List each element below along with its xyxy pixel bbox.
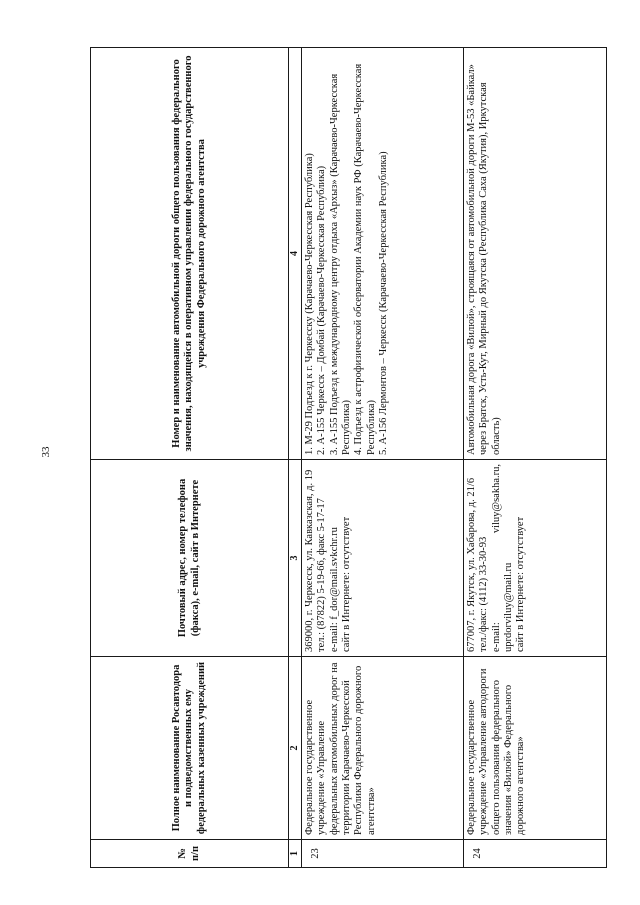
address-line: 677007, г. Якутск, ул. Хабарова, д. 21/6 — [465, 477, 477, 652]
road-item: 2. А-155 Черкесск – Домбай (Карачаево-Черкесская Республика) — [316, 165, 328, 455]
email-line — [491, 464, 503, 652]
rotated-table-container — [90, 48, 605, 868]
column-number: 4 — [289, 48, 302, 460]
road-agencies-table — [90, 47, 607, 868]
row-number: 24 — [463, 840, 606, 868]
email-line: e-mail: f_dor@mail.svkchr.ru — [328, 527, 340, 652]
agency-contacts — [301, 460, 463, 657]
agency-contacts — [463, 460, 606, 657]
road-item: 3. А-155 Подъезд к международному центру отдыха «Архыз» (Карачаево-Черкесская Республика) — [328, 73, 352, 455]
phone-line: тел./факс: (4112) 33-30-93 — [478, 536, 490, 652]
page-number: 33 — [40, 446, 52, 458]
road-item: 5. А-156 Лермонтов – Черкесск (Карачаево-Черкесская Республика) — [378, 151, 390, 455]
phone-line: тел.: (87822) 5-19-66, факс 5-17-17 — [316, 498, 328, 652]
table-inner — [90, 48, 605, 868]
agency-name: Федеральное государственное учреждение «Управление федеральных автомобильных дорог на территории Карачаево-Черкесской Республики Федерального дорожного агентства» — [301, 657, 463, 840]
header-agency-name: Полное наименование Росавтодора и подведомственных ему федеральных казенных учреждений — [91, 657, 289, 840]
website-line: сайт в Интернете: отсутствует — [340, 516, 352, 652]
road-item: 4. Подъезд к астрофизической обсерватории Академии наук РФ (Карачаево-Черкесская Республика) — [353, 63, 377, 455]
table-header-row — [91, 48, 289, 868]
column-number: 1 — [289, 840, 302, 868]
email-line-2: uprdorviluy@mail.ru — [502, 562, 514, 652]
roads-list — [463, 48, 606, 460]
header-contacts: Почтовый адрес, номер телефона (факса), e-mail, сайт в Интернете — [91, 460, 289, 657]
address-line: 369000, г. Черкесск, ул. Кавказская, д. 19 — [303, 469, 315, 652]
header-number: № п/п — [91, 840, 289, 868]
road-item: Автомобильная дорога «Вилюй», строящаяся от автомобильной дороги М-53 «Байкал» через Братск, Усть-Кут, Мирный до Якутска (Республика Саха (Якутия), Иркутская область) — [465, 64, 502, 455]
table-row — [301, 48, 463, 868]
column-number: 2 — [289, 657, 302, 840]
column-number-row — [289, 48, 302, 868]
website-line: сайт в Интернете: отсутствует — [515, 516, 527, 652]
column-number: 3 — [289, 460, 302, 657]
row-number: 23 — [301, 840, 463, 868]
email-label: e-mail: — [490, 622, 502, 652]
agency-name: Федеральное государственное учреждение «Управление автодороги общего пользования федерального значения «Вилюй» Федерального дорожного агентства» — [463, 657, 606, 840]
roads-list — [301, 48, 463, 460]
table-row — [463, 48, 606, 868]
email-value: viluy@sakha.ru, — [490, 464, 502, 534]
header-roads: Номер и наименование автомобильной дороги общего пользования федерального значения, находящейся в оперативном управлении федерального государственного учреждения Федерального дорожного агентства — [91, 48, 289, 460]
road-item: 1. М-29 Подъезд к г. Черкесску (Карачаево-Черкесская Республика) — [303, 153, 315, 455]
